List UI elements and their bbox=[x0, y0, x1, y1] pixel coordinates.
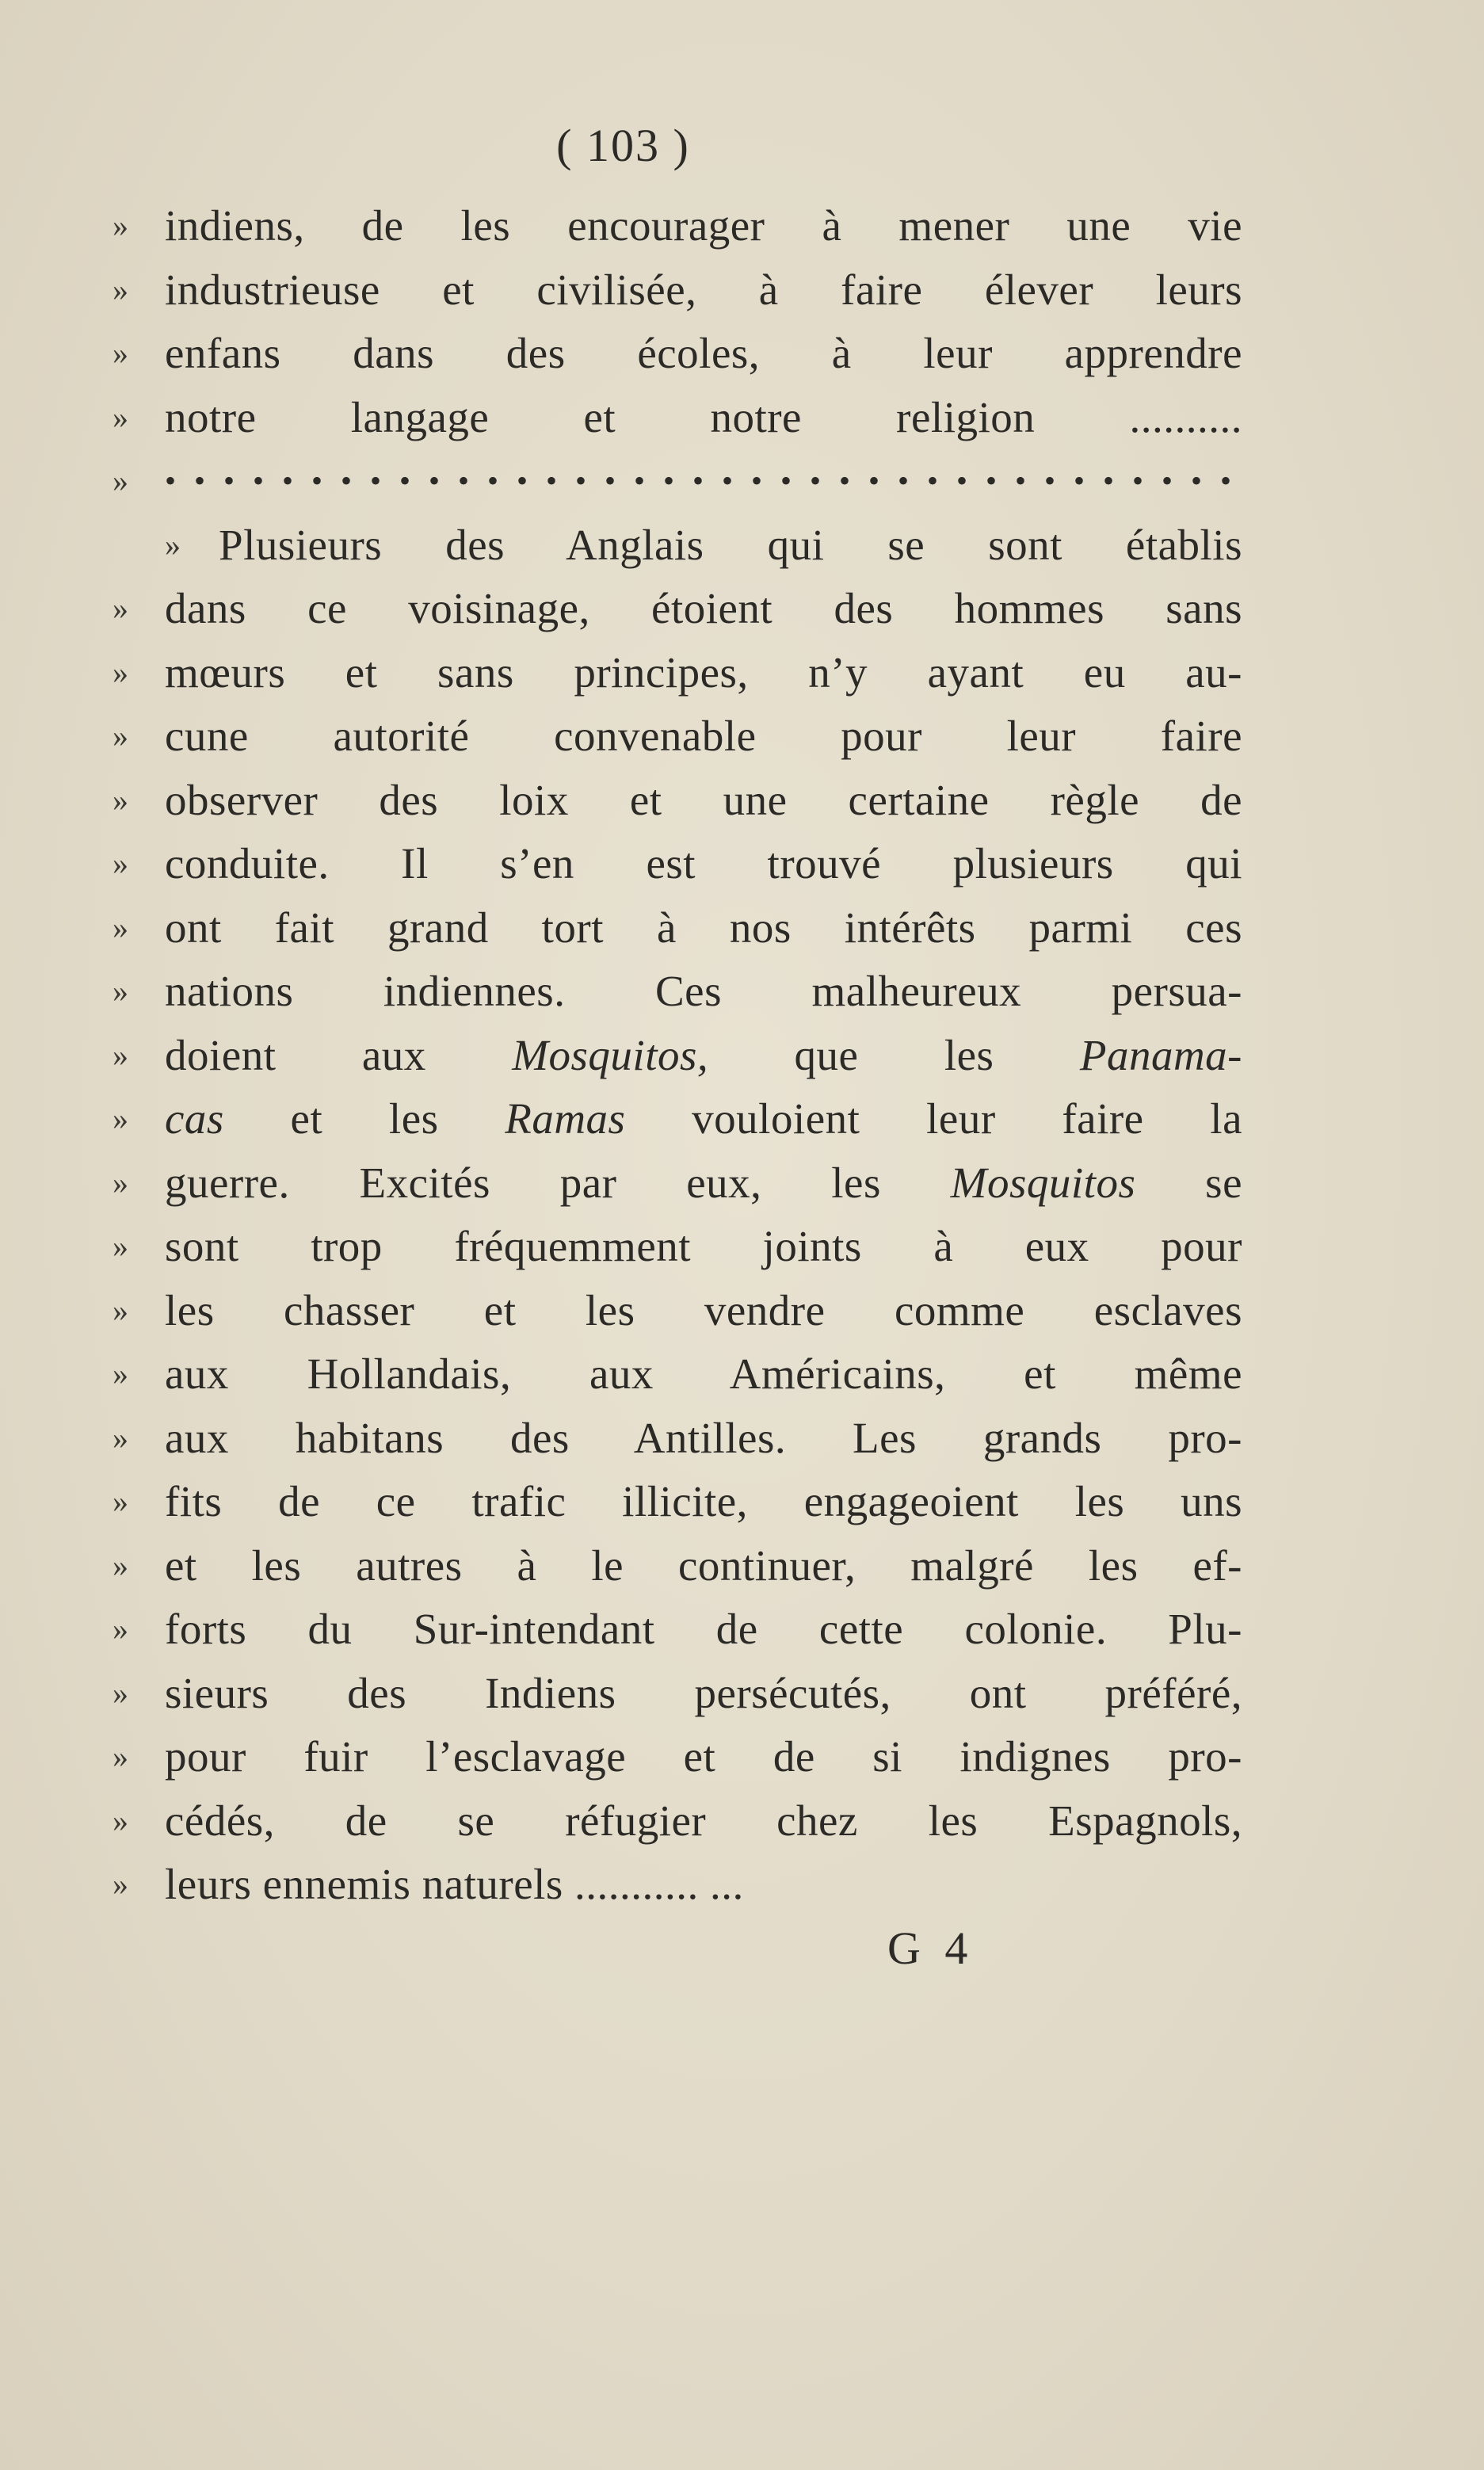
quote-mark: » bbox=[113, 846, 128, 881]
ellipsis-line: » • • • • • • • • • • • • • • • • • • • • • • • • • • • • • • • • • • • • • bbox=[103, 449, 1149, 513]
quote-mark: » bbox=[113, 781, 128, 818]
quote-mark: » bbox=[113, 1228, 128, 1264]
quote-mark: » bbox=[113, 1036, 128, 1073]
text-line: » industrieuse et civilisée, à faire élever leurs bbox=[103, 258, 1149, 323]
page-number: ( 103 ) bbox=[556, 120, 690, 171]
italic-name: cas bbox=[165, 1094, 224, 1143]
text-line: » mœurs et sans principes, n’y ayant eu au- bbox=[103, 641, 1149, 705]
quote-mark: » bbox=[113, 463, 128, 498]
text-line: » indiens, de les encourager à mener une vie bbox=[103, 194, 1149, 258]
quote-mark: » bbox=[113, 1483, 128, 1519]
quote-mark: » bbox=[165, 526, 181, 563]
text-line: » conduite. Il s’en est trouvé plusieurs qui bbox=[103, 832, 1149, 896]
quote-mark: » bbox=[113, 1611, 128, 1647]
text-line: » dans ce voisinage, étoient des hommes sans bbox=[103, 577, 1149, 641]
text-line: » cune autorité convenable pour leur faire bbox=[103, 704, 1149, 769]
quote-mark: » bbox=[113, 399, 128, 435]
quote-mark: » bbox=[113, 208, 128, 243]
text-line: » les chasser et les vendre comme esclaves bbox=[103, 1279, 1149, 1343]
text-line: » aux habitans des Antilles. Les grands pro- bbox=[103, 1407, 1149, 1471]
quote-mark: » bbox=[113, 1292, 128, 1328]
text-line: » sieurs des Indiens persécutés, ont préféré, bbox=[103, 1662, 1149, 1726]
quote-mark: » bbox=[113, 1739, 128, 1774]
quote-mark: » bbox=[113, 1866, 128, 1902]
quote-mark: » bbox=[113, 1802, 128, 1838]
quote-mark: » bbox=[113, 1419, 128, 1456]
italic-name: Mosquitos, bbox=[512, 1030, 709, 1079]
quote-mark: » bbox=[113, 909, 128, 945]
quote-mark: » bbox=[113, 1101, 128, 1136]
text-line: » cédés, de se réfugier chez les Espagnols, bbox=[103, 1789, 1149, 1853]
text-line: » notre langage et notre religion .......... bbox=[103, 386, 1149, 450]
quote-mark: » bbox=[113, 654, 128, 690]
text-line: » guerre. Excités par eux, les Mosquitos se bbox=[103, 1151, 1149, 1216]
quote-mark: » bbox=[113, 335, 128, 371]
text-line: » Plusieurs des Anglais qui se sont établis bbox=[103, 513, 1149, 578]
quote-mark: » bbox=[113, 718, 128, 754]
text-line: » observer des loix et une certaine règle de bbox=[103, 769, 1149, 833]
text-line: » forts du Sur-intendant de cette colonie. Plu- bbox=[103, 1598, 1149, 1662]
text-line: » aux Hollandais, aux Américains, et même bbox=[103, 1342, 1149, 1407]
text-line: » leurs ennemis naturels ........... ... bbox=[103, 1853, 1149, 1917]
text-body bbox=[103, 194, 1242, 1917]
quote-mark: » bbox=[113, 1164, 128, 1201]
text-line: » ont fait grand tort à nos intérêts parmi ces bbox=[103, 896, 1149, 960]
text-line: » sont trop fréquemment joints à eux pour bbox=[103, 1215, 1149, 1279]
text-line: » enfans dans des écoles, à leur apprendre bbox=[103, 322, 1149, 386]
quote-mark: » bbox=[113, 590, 128, 626]
signature-mark: G 4 bbox=[887, 1922, 975, 1974]
quote-mark: » bbox=[113, 271, 128, 307]
quote-mark: » bbox=[113, 973, 128, 1009]
quote-mark: » bbox=[113, 1356, 128, 1392]
text-line: » fits de ce trafic illicite, engageoient les uns bbox=[103, 1470, 1149, 1534]
text-line: » doient aux Mosquitos, que les Panama- bbox=[103, 1024, 1149, 1088]
text-line: » cas et les Ramas vouloient leur faire la bbox=[103, 1087, 1149, 1151]
italic-name: Mosquitos bbox=[950, 1158, 1136, 1207]
text-line: » nations indiennes. Ces malheureux persua- bbox=[103, 960, 1149, 1024]
quote-mark: » bbox=[113, 1674, 128, 1711]
quote-mark: » bbox=[113, 1547, 128, 1583]
italic-name: Panama- bbox=[1079, 1030, 1242, 1079]
text-line: » pour fuir l’esclavage et de si indignes pro- bbox=[103, 1725, 1149, 1789]
text-line: » et les autres à le continuer, malgré les ef- bbox=[103, 1534, 1149, 1598]
italic-name: Ramas bbox=[505, 1094, 626, 1143]
